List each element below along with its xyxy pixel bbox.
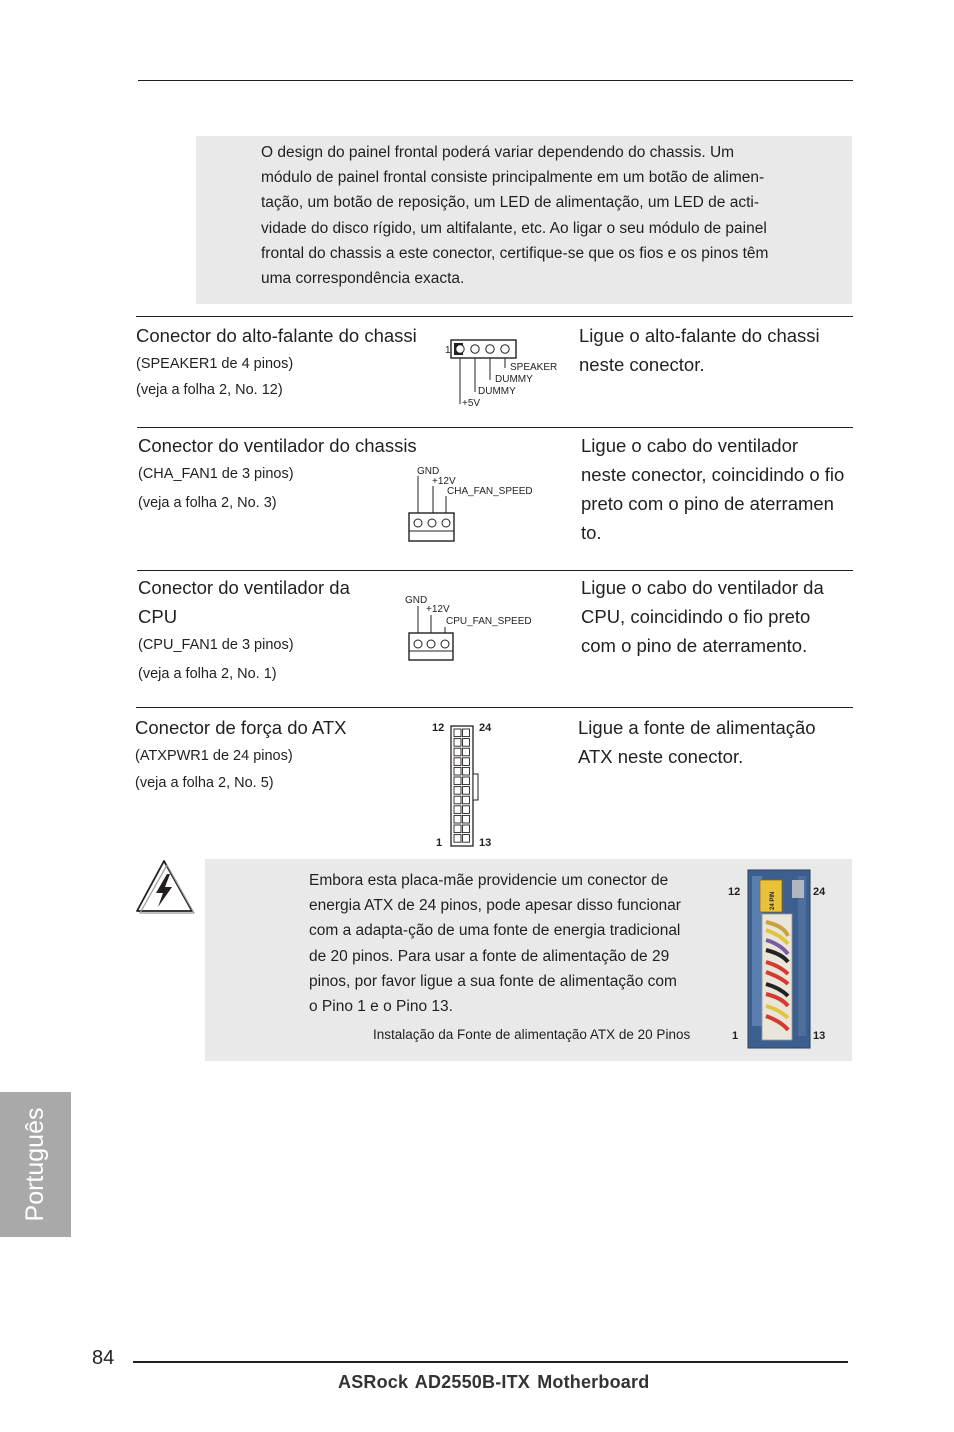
speaker-connector-diagram bbox=[440, 334, 560, 410]
cpu-fan-ref: (veja a folha 2, No. 1) bbox=[138, 666, 277, 682]
warning-note-line: pinos, por favor ligue a sua fonte de alimentação com bbox=[309, 972, 677, 990]
atx-pin bbox=[454, 739, 461, 747]
atx-title: Conector de força do ATX bbox=[135, 717, 347, 738]
atx-diagram-pin-label: 1 bbox=[436, 837, 443, 849]
cpu-fan-section-rule bbox=[137, 570, 853, 571]
intro-note-line: vidade do disco rígido, um altifalante, etc. Ao ligar o seu módulo de painel bbox=[261, 219, 767, 237]
cha-fan-desc-line: preto com o pino de aterramen bbox=[581, 493, 834, 514]
atx-pin bbox=[454, 796, 461, 804]
photo-sticker-label: 24 PIN bbox=[770, 891, 776, 910]
speaker-ref: (veja a folha 2, No. 12) bbox=[136, 382, 283, 398]
warning-note-line: o Pino 1 e o Pino 13. bbox=[309, 998, 453, 1016]
cha-fan-diagram-label: GND bbox=[417, 466, 440, 477]
cpu-fan-diagram-label: +12V bbox=[426, 604, 450, 615]
cpu-fan-diagram-label: GND bbox=[405, 595, 428, 606]
footer-rule bbox=[133, 1361, 848, 1363]
atx-pin bbox=[463, 777, 470, 785]
speaker-diagram-label: DUMMY bbox=[478, 386, 516, 397]
speaker-pins: (SPEAKER1 de 4 pinos) bbox=[136, 356, 294, 372]
speaker-desc bbox=[579, 321, 820, 379]
cha-fan-pins: (CHA_FAN1 de 3 pinos) bbox=[138, 466, 294, 482]
speaker-title: Conector do alto-falante do chassi bbox=[136, 325, 417, 346]
cha-fan-desc-line: Ligue o cabo do ventilador bbox=[581, 435, 799, 456]
atx-pins: (ATXPWR1 de 24 pinos) bbox=[135, 748, 293, 764]
warning-note-line: Embora esta placa-mãe providencie um conector de bbox=[309, 872, 669, 889]
warning-note-line: de 20 pinos. Para usar a fonte de alimentação de 29 bbox=[309, 947, 670, 965]
atx-pin bbox=[454, 825, 461, 833]
atx-pin bbox=[454, 835, 461, 843]
atx-pin bbox=[454, 729, 461, 737]
cha-fan-ref: (veja a folha 2, No. 3) bbox=[138, 495, 277, 511]
atx-pin bbox=[463, 835, 470, 843]
cha-fan-diagram-label: +12V bbox=[432, 476, 456, 487]
speaker-desc-line: neste conector. bbox=[579, 354, 705, 375]
speaker-section-rule bbox=[136, 316, 853, 317]
footer-title: ASRock AD2550B-ITX Motherboard bbox=[338, 1372, 650, 1392]
speaker-desc-line: Ligue o alto-falante do chassi bbox=[579, 325, 820, 346]
atx-pin bbox=[463, 796, 470, 804]
language-side-tab-label: Português bbox=[21, 1107, 49, 1222]
intro-note-line: tação, um botão de reposição, um LED de alimentação, um LED de acti- bbox=[261, 194, 759, 212]
intro-note-line: O design do painel frontal poderá variar dependendo do chassis. Um bbox=[261, 144, 735, 161]
photo-pin-label: 13 bbox=[813, 1030, 826, 1042]
atx-install-photo bbox=[722, 866, 834, 1050]
speaker-diagram-label: SPEAKER bbox=[510, 362, 558, 373]
cha-fan-desc bbox=[581, 431, 844, 547]
atx-pin bbox=[463, 806, 470, 814]
speaker-diagram-label: DUMMY bbox=[495, 374, 533, 385]
cpu-fan-title-line: Conector do ventilador da bbox=[138, 577, 350, 598]
warning-icon bbox=[134, 857, 196, 917]
cha-fan-desc-line: neste conector, coincidindo o fio bbox=[581, 464, 845, 485]
atx-pin bbox=[463, 767, 470, 775]
cha-fan-title: Conector do ventilador do chassis bbox=[138, 435, 417, 456]
atx-diagram-pin-label: 13 bbox=[479, 837, 492, 849]
warning-note-line: energia ATX de 24 pinos, pode apesar disso funcionar bbox=[309, 897, 681, 915]
top-rule bbox=[138, 80, 853, 81]
photo-pin-label: 1 bbox=[732, 1030, 739, 1042]
cha-fan-diagram-label: CHA_FAN_SPEED bbox=[447, 486, 533, 497]
atx-pin bbox=[454, 806, 461, 814]
atx-pin bbox=[463, 739, 470, 747]
atx-pin bbox=[463, 825, 470, 833]
cha-fan-section-rule bbox=[137, 427, 853, 428]
page-number: 84 bbox=[92, 1347, 115, 1369]
cpu-fan-desc-line: CPU, coincidindo o fio preto bbox=[581, 606, 811, 627]
atx-pin bbox=[454, 748, 461, 756]
photo-pin-label: 12 bbox=[728, 886, 741, 898]
intro-note-line: frontal do chassis a este conector, certifique-se que os fios e os pinos têm bbox=[261, 244, 769, 262]
atx-diagram-pin-label: 24 bbox=[479, 722, 492, 734]
cpu-fan-title-line: CPU bbox=[138, 606, 178, 627]
speaker-diagram-label: +5V bbox=[462, 398, 481, 409]
atx-pin bbox=[454, 787, 461, 795]
cpu-fan-desc-line: Ligue o cabo do ventilador da bbox=[581, 577, 824, 598]
atx-pin bbox=[454, 777, 461, 785]
cha-fan-desc-line: to. bbox=[581, 522, 602, 543]
atx-connector-diagram bbox=[428, 718, 500, 852]
cpu-fan-title bbox=[138, 573, 350, 631]
cpu-fan-diagram-label: CPU_FAN_SPEED bbox=[446, 616, 532, 627]
photo-pin-label: 24 bbox=[813, 886, 826, 898]
atx-pin bbox=[463, 787, 470, 795]
cha-fan-connector-diagram bbox=[405, 463, 545, 545]
warning-caption: Instalação da Fonte de alimentação ATX de 20 Pinos bbox=[373, 1027, 691, 1042]
atx-pin bbox=[454, 767, 461, 775]
atx-desc-line: ATX neste conector. bbox=[578, 746, 744, 767]
atx-desc-line: Ligue a fonte de alimentação bbox=[578, 717, 816, 738]
atx-pin bbox=[463, 815, 470, 823]
warning-note-text bbox=[309, 868, 729, 1019]
atx-pin bbox=[463, 758, 470, 766]
atx-diagram-pin-label: 12 bbox=[432, 722, 445, 734]
speaker-pin1-label: 1 bbox=[445, 345, 451, 356]
atx-section-rule bbox=[136, 707, 853, 708]
atx-pin bbox=[454, 815, 461, 823]
atx-pin bbox=[463, 748, 470, 756]
atx-pin bbox=[463, 729, 470, 737]
cpu-fan-desc bbox=[581, 573, 824, 660]
warning-note-line: com a adapta-ção de uma fonte de energia tradicional bbox=[309, 922, 681, 940]
atx-pin bbox=[454, 758, 461, 766]
cpu-fan-connector-diagram bbox=[403, 591, 543, 663]
language-side-tab bbox=[0, 1092, 71, 1237]
intro-note-line: módulo de painel frontal consiste principalmente em um botão de alimen- bbox=[261, 169, 765, 187]
atx-ref: (veja a folha 2, No. 5) bbox=[135, 775, 274, 791]
intro-note-text bbox=[261, 140, 841, 291]
cpu-fan-desc-line: com o pino de aterramento. bbox=[581, 635, 808, 656]
cpu-fan-pins: (CPU_FAN1 de 3 pinos) bbox=[138, 637, 294, 653]
intro-note-line: uma correspondência exacta. bbox=[261, 270, 465, 288]
atx-desc bbox=[578, 713, 816, 771]
